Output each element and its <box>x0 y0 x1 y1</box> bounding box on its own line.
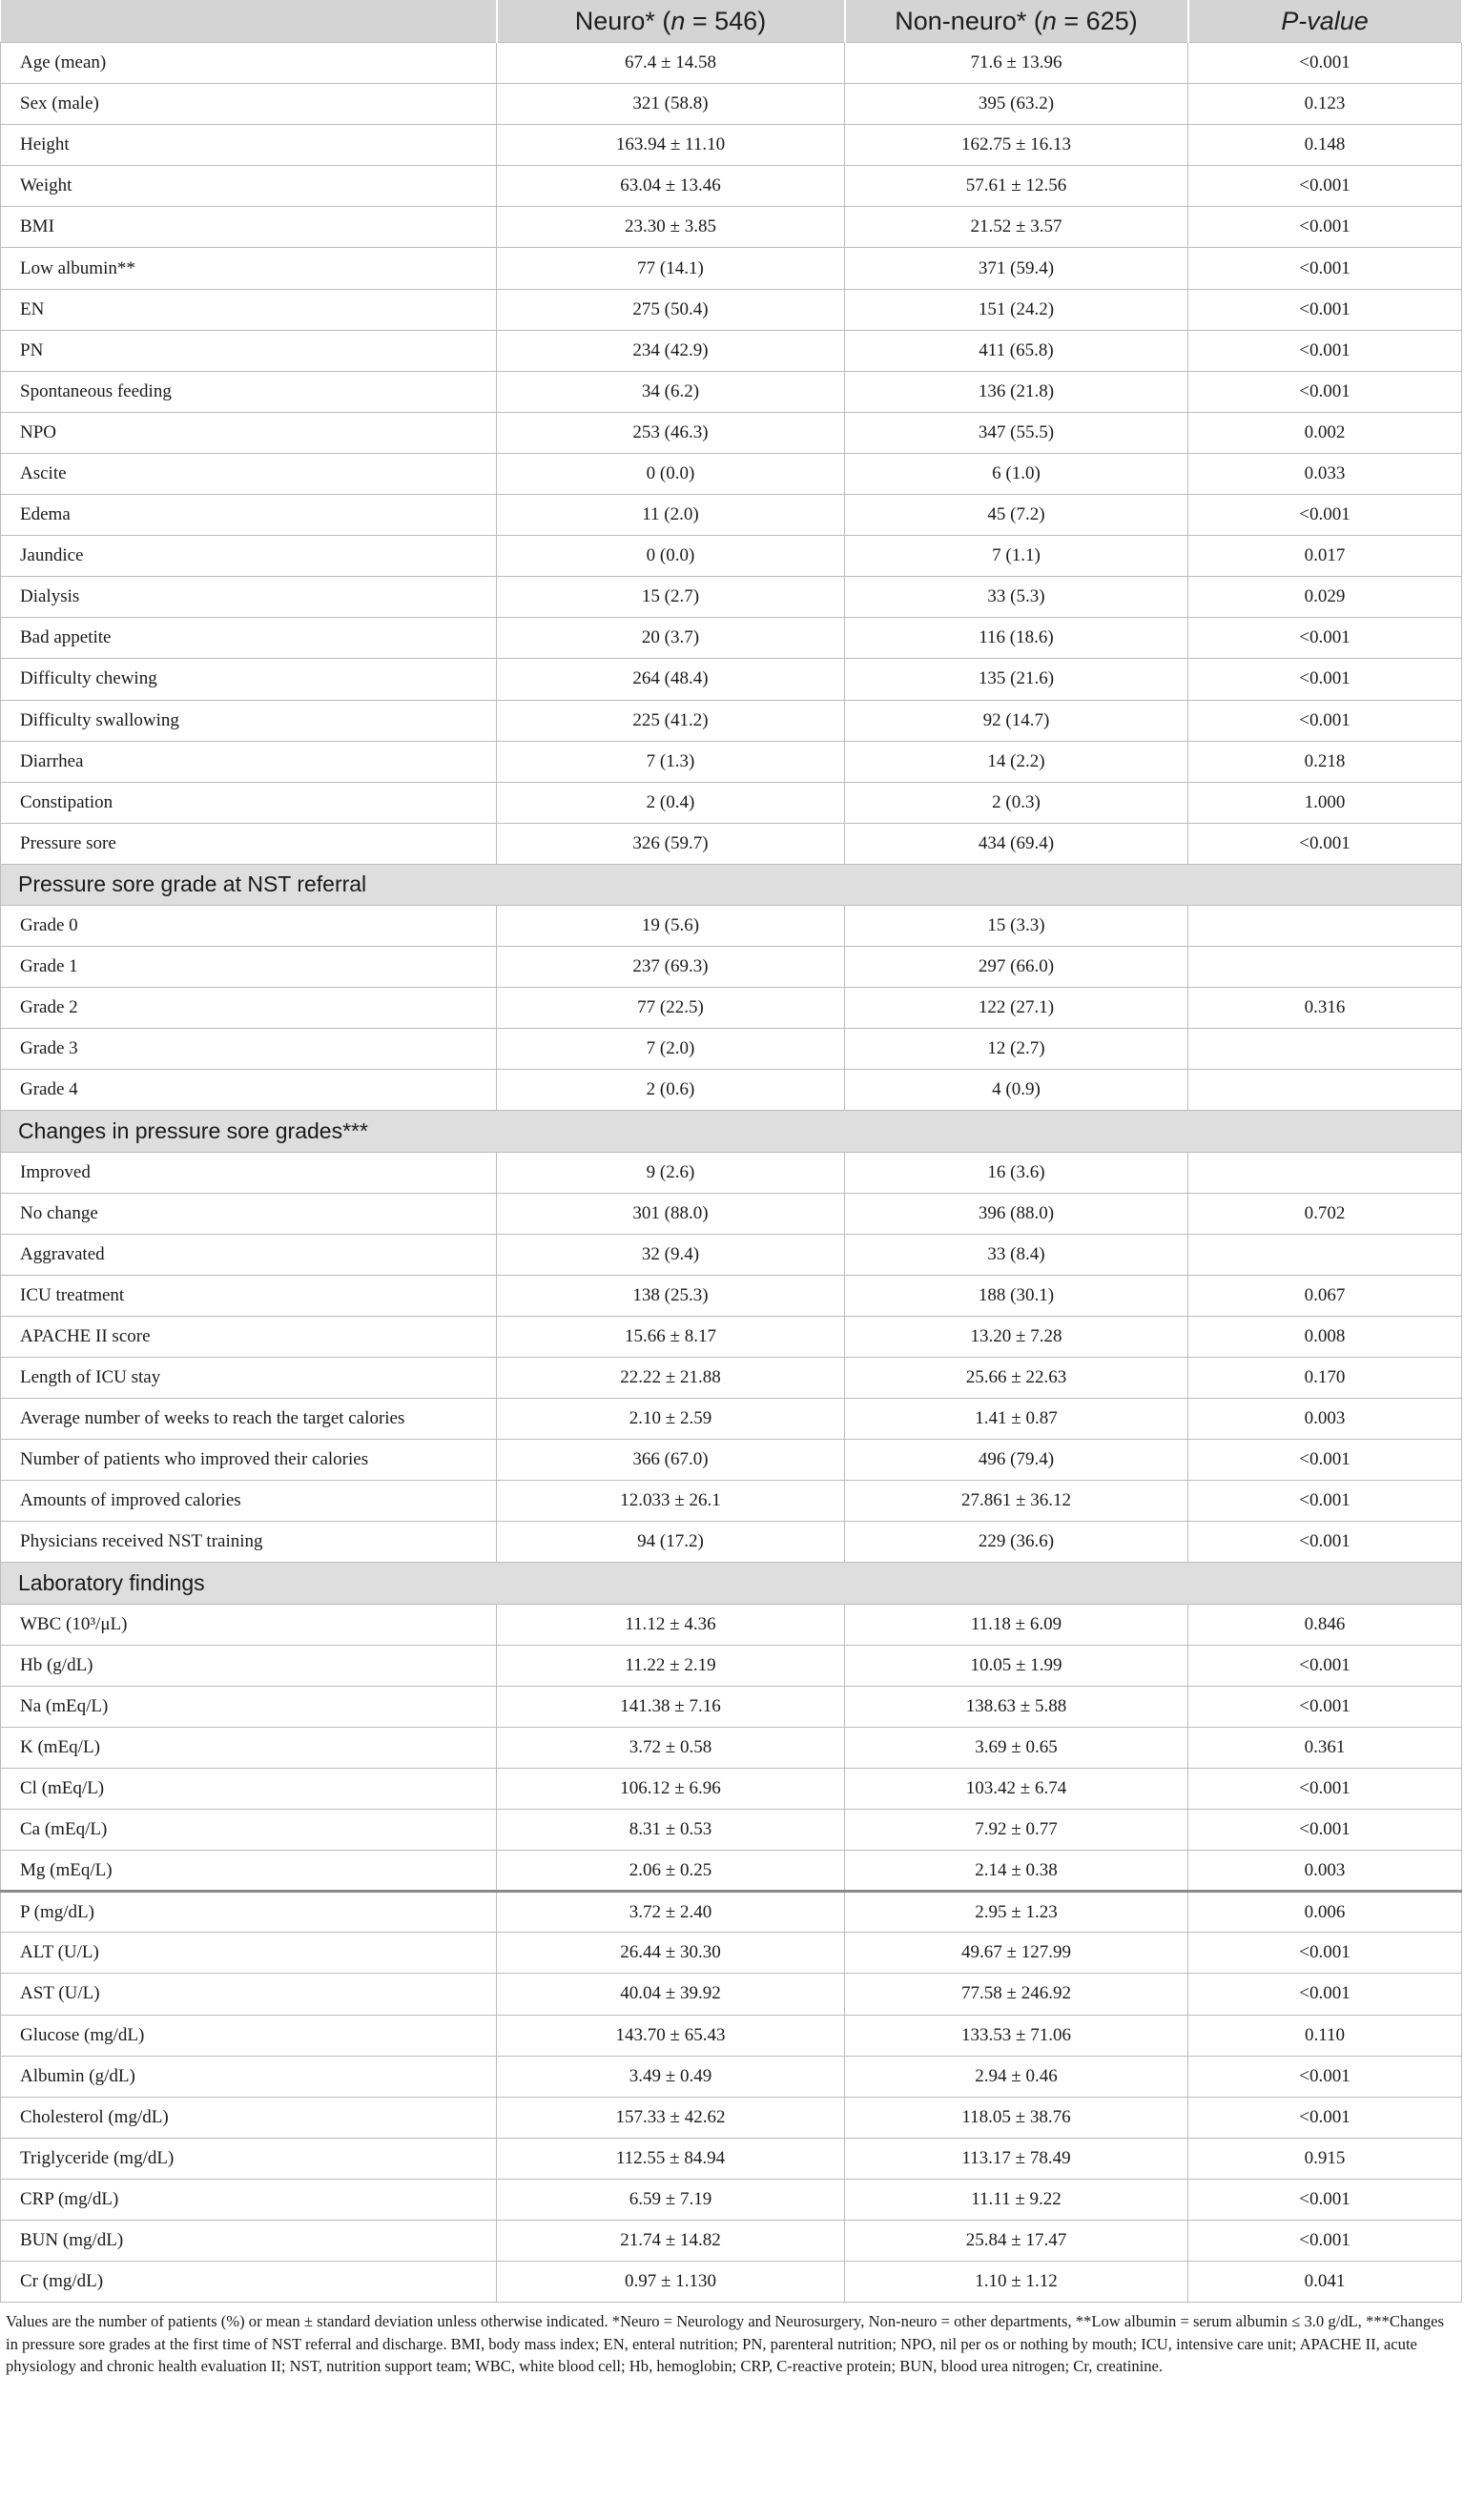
p-value: <0.001 <box>1188 207 1462 248</box>
section-title: Changes in pressure sore grades*** <box>1 1111 1462 1152</box>
non-neuro-value: 77.58 ± 246.92 <box>845 1974 1188 2015</box>
non-neuro-value: 13.20 ± 7.28 <box>845 1316 1188 1357</box>
row-label: Cholesterol (mg/dL) <box>1 2097 497 2138</box>
p-value: <0.001 <box>1188 2179 1462 2220</box>
neuro-value: 264 (48.4) <box>497 659 845 700</box>
table-row <box>1 2138 1462 2179</box>
section-header-row <box>1 1563 1462 1604</box>
row-label: Number of patients who improved their calories <box>1 1440 497 1481</box>
table-row <box>1 2097 1462 2138</box>
row-label: Height <box>1 125 497 166</box>
non-neuro-value: 25.84 ± 17.47 <box>845 2220 1188 2261</box>
table-row <box>1 905 1462 946</box>
p-value: <0.001 <box>1188 1974 1462 2015</box>
p-value: 0.006 <box>1188 1892 1462 1933</box>
non-neuro-value: 1.10 ± 1.12 <box>845 2262 1188 2303</box>
non-neuro-value: 71.6 ± 13.96 <box>845 43 1188 84</box>
neuro-value: 94 (17.2) <box>497 1522 845 1563</box>
neuro-value: 143.70 ± 65.43 <box>497 2015 845 2056</box>
p-value: <0.001 <box>1188 659 1462 700</box>
neuro-value: 77 (14.1) <box>497 248 845 289</box>
table-row <box>1 84 1462 125</box>
neuro-value: 11.12 ± 4.36 <box>497 1604 845 1645</box>
non-neuro-value: 92 (14.7) <box>845 700 1188 741</box>
non-neuro-value: 151 (24.2) <box>845 289 1188 330</box>
header-p-value <box>1188 0 1462 43</box>
non-neuro-value: 371 (59.4) <box>845 248 1188 289</box>
row-label: Cr (mg/dL) <box>1 2262 497 2303</box>
p-value: 0.170 <box>1188 1358 1462 1399</box>
neuro-value: 77 (22.5) <box>497 988 845 1029</box>
non-neuro-value: 1.41 ± 0.87 <box>845 1399 1188 1440</box>
non-neuro-value: 6 (1.0) <box>845 453 1188 494</box>
row-label: Edema <box>1 495 497 536</box>
row-label: Constipation <box>1 782 497 823</box>
row-label: ICU treatment <box>1 1275 497 1316</box>
table-row <box>1 577 1462 618</box>
row-label: Aggravated <box>1 1234 497 1275</box>
non-neuro-value: 395 (63.2) <box>845 84 1188 125</box>
row-label: Bad appetite <box>1 618 497 659</box>
p-value: 0.017 <box>1188 536 1462 577</box>
row-label: Grade 3 <box>1 1029 497 1070</box>
p-value: <0.001 <box>1188 289 1462 330</box>
row-label: Difficulty swallowing <box>1 700 497 741</box>
non-neuro-value: 4 (0.9) <box>845 1070 1188 1111</box>
p-value: 0.029 <box>1188 577 1462 618</box>
row-label: Length of ICU stay <box>1 1358 497 1399</box>
neuro-value: 0.97 ± 1.130 <box>497 2262 845 2303</box>
p-value: <0.001 <box>1188 618 1462 659</box>
header-neuro <box>497 0 845 43</box>
row-label: Grade 1 <box>1 947 497 988</box>
non-neuro-value: 7 (1.1) <box>845 536 1188 577</box>
non-neuro-value: 49.67 ± 127.99 <box>845 1933 1188 1974</box>
neuro-value: 141.38 ± 7.16 <box>497 1686 845 1727</box>
row-label: Hb (g/dL) <box>1 1645 497 1686</box>
p-value: <0.001 <box>1188 1440 1462 1481</box>
row-label: APACHE II score <box>1 1316 497 1357</box>
neuro-value: 20 (3.7) <box>497 618 845 659</box>
non-neuro-value: 434 (69.4) <box>845 823 1188 864</box>
non-neuro-value: 27.861 ± 36.12 <box>845 1481 1188 1522</box>
p-value: 0.846 <box>1188 1604 1462 1645</box>
table-row <box>1 1070 1462 1111</box>
p-value: <0.001 <box>1188 330 1462 371</box>
row-label: K (mEq/L) <box>1 1727 497 1768</box>
table-row <box>1 1933 1462 1974</box>
row-label: CRP (mg/dL) <box>1 2179 497 2220</box>
neuro-value: 9 (2.6) <box>497 1152 845 1193</box>
table-row <box>1 1193 1462 1234</box>
p-value: 0.110 <box>1188 2015 1462 2056</box>
table-row <box>1 1316 1462 1357</box>
row-label: Grade 2 <box>1 988 497 1029</box>
table-row <box>1 166 1462 207</box>
row-label: Grade 0 <box>1 905 497 946</box>
row-label: Grade 4 <box>1 1070 497 1111</box>
row-label: Triglyceride (mg/dL) <box>1 2138 497 2179</box>
non-neuro-value: 229 (36.6) <box>845 1522 1188 1563</box>
header-non-neuro-suffix: = 625) <box>1056 6 1138 35</box>
p-value: <0.001 <box>1188 495 1462 536</box>
p-value: <0.001 <box>1188 248 1462 289</box>
neuro-value: 2.06 ± 0.25 <box>497 1851 845 1892</box>
p-value <box>1188 1070 1462 1111</box>
row-label: AST (U/L) <box>1 1974 497 2015</box>
neuro-value: 275 (50.4) <box>497 289 845 330</box>
non-neuro-value: 162.75 ± 16.13 <box>845 125 1188 166</box>
p-value <box>1188 1152 1462 1193</box>
neuro-value: 3.72 ± 2.40 <box>497 1892 845 1933</box>
header-neuro-n: n <box>670 6 686 35</box>
non-neuro-value: 138.63 ± 5.88 <box>845 1686 1188 1727</box>
p-value: <0.001 <box>1188 166 1462 207</box>
p-value <box>1188 1234 1462 1275</box>
non-neuro-value: 21.52 ± 3.57 <box>845 207 1188 248</box>
table-row <box>1 289 1462 330</box>
table-row <box>1 330 1462 371</box>
neuro-value: 112.55 ± 84.94 <box>497 2138 845 2179</box>
p-value: <0.001 <box>1188 43 1462 84</box>
p-value: 0.003 <box>1188 1851 1462 1892</box>
row-label: Albumin (g/dL) <box>1 2056 497 2097</box>
table-header <box>1 0 1462 43</box>
neuro-value: 234 (42.9) <box>497 330 845 371</box>
table-row <box>1 1399 1462 1440</box>
non-neuro-value: 2.95 ± 1.23 <box>845 1892 1188 1933</box>
table-row <box>1 1522 1462 1563</box>
table-row <box>1 700 1462 741</box>
row-label: Mg (mEq/L) <box>1 1851 497 1892</box>
non-neuro-value: 10.05 ± 1.99 <box>845 1645 1188 1686</box>
neuro-value: 3.49 ± 0.49 <box>497 2056 845 2097</box>
p-value: 0.033 <box>1188 453 1462 494</box>
header-blank-cell <box>1 0 497 43</box>
p-value: <0.001 <box>1188 823 1462 864</box>
row-label: Glucose (mg/dL) <box>1 2015 497 2056</box>
neuro-value: 8.31 ± 0.53 <box>497 1810 845 1851</box>
non-neuro-value: 2.14 ± 0.38 <box>845 1851 1188 1892</box>
neuro-value: 21.74 ± 14.82 <box>497 2220 845 2261</box>
row-label: Improved <box>1 1152 497 1193</box>
table-row <box>1 1275 1462 1316</box>
table-row <box>1 1604 1462 1645</box>
table-row <box>1 782 1462 823</box>
row-label: BUN (mg/dL) <box>1 2220 497 2261</box>
table-row <box>1 1358 1462 1399</box>
table-body <box>1 43 1462 2303</box>
row-label: Diarrhea <box>1 741 497 782</box>
neuro-value: 11 (2.0) <box>497 495 845 536</box>
neuro-value: 253 (46.3) <box>497 412 845 453</box>
header-neuro-prefix: Neuro* ( <box>574 6 671 35</box>
non-neuro-value: 396 (88.0) <box>845 1193 1188 1234</box>
neuro-value: 15 (2.7) <box>497 577 845 618</box>
table-row <box>1 2262 1462 2303</box>
neuro-value: 0 (0.0) <box>497 536 845 577</box>
neuro-value: 366 (67.0) <box>497 1440 845 1481</box>
non-neuro-value: 25.66 ± 22.63 <box>845 1358 1188 1399</box>
non-neuro-value: 122 (27.1) <box>845 988 1188 1029</box>
neuro-value: 40.04 ± 39.92 <box>497 1974 845 2015</box>
row-label: Amounts of improved calories <box>1 1481 497 1522</box>
p-value <box>1188 905 1462 946</box>
neuro-value: 2.10 ± 2.59 <box>497 1399 845 1440</box>
p-value: 0.123 <box>1188 84 1462 125</box>
non-neuro-value: 3.69 ± 0.65 <box>845 1727 1188 1768</box>
table-row <box>1 453 1462 494</box>
neuro-value: 32 (9.4) <box>497 1234 845 1275</box>
p-value: <0.001 <box>1188 1645 1462 1686</box>
non-neuro-value: 103.42 ± 6.74 <box>845 1768 1188 1809</box>
p-value: 0.008 <box>1188 1316 1462 1357</box>
row-label: Weight <box>1 166 497 207</box>
p-value: 0.002 <box>1188 412 1462 453</box>
non-neuro-value: 15 (3.3) <box>845 905 1188 946</box>
p-value: <0.001 <box>1188 1481 1462 1522</box>
table-row <box>1 1234 1462 1275</box>
row-label: No change <box>1 1193 497 1234</box>
neuro-value: 7 (2.0) <box>497 1029 845 1070</box>
table-row <box>1 536 1462 577</box>
neuro-value: 225 (41.2) <box>497 700 845 741</box>
section-header-row <box>1 864 1462 905</box>
neuro-value: 11.22 ± 2.19 <box>497 1645 845 1686</box>
row-label: Low albumin** <box>1 248 497 289</box>
table-row <box>1 1440 1462 1481</box>
p-value: <0.001 <box>1188 2097 1462 2138</box>
row-label: Age (mean) <box>1 43 497 84</box>
row-label: Average number of weeks to reach the target calories <box>1 1399 497 1440</box>
table-footnote: Values are the number of patients (%) or mean ± standard deviation unless otherwise indicated. *Neuro = Neurology and Neurosurgery, Non-neuro = other departments, **Low albumin = serum albumin ≤ 3.0 g/dL, ***Changes in pressure sore grades at the first time of NST referral and discharge. BMI, body mass index; EN, enteral nutrition; PN, parenteral nutrition; NPO, nil per os or nothing by mouth; ICU, intensive care unit; APACHE II, acute physiology and chronic health evaluation II; NST, nutrition support team; WBC, white blood cell; Hb, hemoglobin; CRP, C-reactive protein; BUN, blood urea nitrogen; Cr, creatinine. <box>6 2312 1445 2376</box>
row-label: PN <box>1 330 497 371</box>
non-neuro-value: 136 (21.8) <box>845 371 1188 412</box>
non-neuro-value: 297 (66.0) <box>845 947 1188 988</box>
non-neuro-value: 11.18 ± 6.09 <box>845 1604 1188 1645</box>
neuro-value: 7 (1.3) <box>497 741 845 782</box>
non-neuro-value: 2 (0.3) <box>845 782 1188 823</box>
table-row <box>1 947 1462 988</box>
table-row <box>1 1481 1462 1522</box>
header-non-neuro <box>845 0 1188 43</box>
non-neuro-value: 11.11 ± 9.22 <box>845 2179 1188 2220</box>
non-neuro-value: 118.05 ± 38.76 <box>845 2097 1188 2138</box>
table-row <box>1 2179 1462 2220</box>
neuro-value: 2 (0.4) <box>497 782 845 823</box>
non-neuro-value: 113.17 ± 78.49 <box>845 2138 1188 2179</box>
table-row <box>1 1727 1462 1768</box>
row-label: Spontaneous feeding <box>1 371 497 412</box>
row-label: ALT (U/L) <box>1 1933 497 1974</box>
table-row <box>1 412 1462 453</box>
table-row <box>1 823 1462 864</box>
neuro-value: 157.33 ± 42.62 <box>497 2097 845 2138</box>
neuro-value: 301 (88.0) <box>497 1193 845 1234</box>
non-neuro-value: 2.94 ± 0.46 <box>845 2056 1188 2097</box>
p-value: <0.001 <box>1188 1768 1462 1809</box>
table-row <box>1 495 1462 536</box>
neuro-value: 19 (5.6) <box>497 905 845 946</box>
neuro-value: 15.66 ± 8.17 <box>497 1316 845 1357</box>
row-label: Ca (mEq/L) <box>1 1810 497 1851</box>
row-label: Na (mEq/L) <box>1 1686 497 1727</box>
non-neuro-value: 135 (21.6) <box>845 659 1188 700</box>
row-label: BMI <box>1 207 497 248</box>
p-value: <0.001 <box>1188 1810 1462 1851</box>
non-neuro-value: 57.61 ± 12.56 <box>845 166 1188 207</box>
neuro-value: 326 (59.7) <box>497 823 845 864</box>
section-header-row <box>1 1111 1462 1152</box>
table-row <box>1 1768 1462 1809</box>
p-value: <0.001 <box>1188 700 1462 741</box>
neuro-value: 23.30 ± 3.85 <box>497 207 845 248</box>
p-value: 0.915 <box>1188 2138 1462 2179</box>
table-row <box>1 1974 1462 2015</box>
table-row <box>1 207 1462 248</box>
table-row <box>1 1645 1462 1686</box>
non-neuro-value: 496 (79.4) <box>845 1440 1188 1481</box>
section-title: Laboratory findings <box>1 1563 1462 1604</box>
row-label: Sex (male) <box>1 84 497 125</box>
row-label: Physicians received NST training <box>1 1522 497 1563</box>
p-value <box>1188 947 1462 988</box>
table-row <box>1 371 1462 412</box>
section-title: Pressure sore grade at NST referral <box>1 864 1462 905</box>
p-value <box>1188 1029 1462 1070</box>
header-neuro-suffix: = 546) <box>685 6 767 35</box>
header-non-neuro-prefix: Non-neuro* ( <box>895 6 1042 35</box>
neuro-value: 6.59 ± 7.19 <box>497 2179 845 2220</box>
table-row <box>1 43 1462 84</box>
p-value: <0.001 <box>1188 1686 1462 1727</box>
neuro-value: 22.22 ± 21.88 <box>497 1358 845 1399</box>
non-neuro-value: 133.53 ± 71.06 <box>845 2015 1188 2056</box>
row-label: WBC (10³/μL) <box>1 1604 497 1645</box>
neuro-value: 138 (25.3) <box>497 1275 845 1316</box>
table-row <box>1 659 1462 700</box>
header-non-neuro-n: n <box>1041 6 1057 35</box>
p-value: 1.000 <box>1188 782 1462 823</box>
table-row <box>1 1810 1462 1851</box>
non-neuro-value: 116 (18.6) <box>845 618 1188 659</box>
p-value: 0.361 <box>1188 1727 1462 1768</box>
neuro-value: 237 (69.3) <box>497 947 845 988</box>
neuro-value: 106.12 ± 6.96 <box>497 1768 845 1809</box>
table-row <box>1 1686 1462 1727</box>
table-row <box>1 988 1462 1029</box>
row-label: Pressure sore <box>1 823 497 864</box>
neuro-value: 2 (0.6) <box>497 1070 845 1111</box>
neuro-value: 34 (6.2) <box>497 371 845 412</box>
neuro-value: 26.44 ± 30.30 <box>497 1933 845 1974</box>
row-label: EN <box>1 289 497 330</box>
table-row <box>1 125 1462 166</box>
non-neuro-value: 188 (30.1) <box>845 1275 1188 1316</box>
table-row <box>1 2015 1462 2056</box>
row-label: P (mg/dL) <box>1 1892 497 1933</box>
p-value: 0.148 <box>1188 125 1462 166</box>
non-neuro-value: 12 (2.7) <box>845 1029 1188 1070</box>
non-neuro-value: 33 (5.3) <box>845 577 1188 618</box>
neuro-value: 67.4 ± 14.58 <box>497 43 845 84</box>
table-row <box>1 618 1462 659</box>
table-row <box>1 1851 1462 1892</box>
p-value: <0.001 <box>1188 2220 1462 2261</box>
p-value: 0.702 <box>1188 1193 1462 1234</box>
p-value: 0.041 <box>1188 2262 1462 2303</box>
table-row <box>1 2220 1462 2261</box>
non-neuro-value: 45 (7.2) <box>845 495 1188 536</box>
row-label: Ascite <box>1 453 497 494</box>
non-neuro-value: 347 (55.5) <box>845 412 1188 453</box>
row-label: Cl (mEq/L) <box>1 1768 497 1809</box>
p-value: <0.001 <box>1188 1522 1462 1563</box>
non-neuro-value: 7.92 ± 0.77 <box>845 1810 1188 1851</box>
p-value: <0.001 <box>1188 2056 1462 2097</box>
non-neuro-value: 14 (2.2) <box>845 741 1188 782</box>
table-row <box>1 248 1462 289</box>
table-row <box>1 741 1462 782</box>
p-value: 0.003 <box>1188 1399 1462 1440</box>
p-value: 0.316 <box>1188 988 1462 1029</box>
non-neuro-value: 16 (3.6) <box>845 1152 1188 1193</box>
neuro-value: 3.72 ± 0.58 <box>497 1727 845 1768</box>
neuro-value: 0 (0.0) <box>497 453 845 494</box>
non-neuro-value: 411 (65.8) <box>845 330 1188 371</box>
p-value: 0.067 <box>1188 1275 1462 1316</box>
p-value: <0.001 <box>1188 1933 1462 1974</box>
neuro-value: 63.04 ± 13.46 <box>497 166 845 207</box>
row-label: Difficulty chewing <box>1 659 497 700</box>
row-label: NPO <box>1 412 497 453</box>
non-neuro-value: 33 (8.4) <box>845 1234 1188 1275</box>
table-row <box>1 1152 1462 1193</box>
table-row <box>1 2056 1462 2097</box>
neuro-value: 321 (58.8) <box>497 84 845 125</box>
table-row <box>1 1892 1462 1933</box>
header-p-value-label: P-value <box>1281 6 1369 35</box>
p-value: <0.001 <box>1188 371 1462 412</box>
neuro-value: 12.033 ± 26.1 <box>497 1481 845 1522</box>
neuro-value: 163.94 ± 11.10 <box>497 125 845 166</box>
table-row <box>1 1029 1462 1070</box>
row-label: Jaundice <box>1 536 497 577</box>
row-label: Dialysis <box>1 577 497 618</box>
p-value: 0.218 <box>1188 741 1462 782</box>
